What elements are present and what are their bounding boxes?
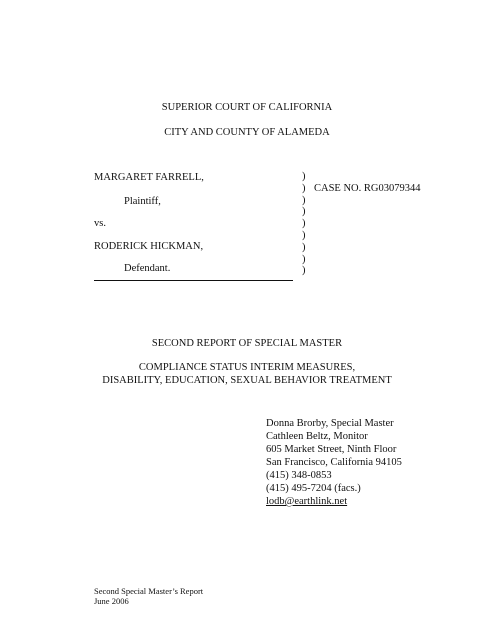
signature-fax: (415) 495-7204 (facs.): [266, 483, 361, 494]
signature-monitor: Cathleen Beltz, Monitor: [266, 431, 368, 442]
caption-parentheses: ) ) ) ) ) ) ) ) ): [302, 171, 306, 277]
report-title: SECOND REPORT OF SPECIAL MASTER: [151, 338, 343, 349]
plaintiff-role: Plaintiff,: [124, 196, 161, 207]
caption-rule: [94, 280, 293, 281]
signature-city: San Francisco, California 94105: [266, 457, 402, 468]
plaintiff-name: MARGARET FARRELL,: [94, 172, 204, 183]
versus-label: vs.: [94, 218, 106, 229]
defendant-name: RODERICK HICKMAN,: [94, 241, 204, 252]
court-county: CITY AND COUNTY OF ALAMEDA: [164, 127, 330, 138]
signature-special-master: Donna Brorby, Special Master: [266, 418, 394, 429]
footer-report-name: Second Special Master’s Report: [94, 586, 204, 596]
footer-date: June 2006: [94, 596, 129, 606]
report-subtitle-line1: COMPLIANCE STATUS INTERIM MEASURES,: [138, 362, 356, 373]
signature-street: 605 Market Street, Ninth Floor: [266, 444, 397, 455]
court-name: SUPERIOR COURT OF CALIFORNIA: [161, 102, 333, 113]
signature-email-link[interactable]: lodb@earthlink.net: [266, 496, 348, 507]
defendant-role: Defendant.: [124, 263, 171, 274]
case-number: CASE NO. RG03079344: [314, 183, 421, 194]
signature-phone: (415) 348-0853: [266, 470, 332, 481]
report-subtitle-line2: DISABILITY, EDUCATION, SEXUAL BEHAVIOR TREATMENT: [102, 375, 392, 386]
